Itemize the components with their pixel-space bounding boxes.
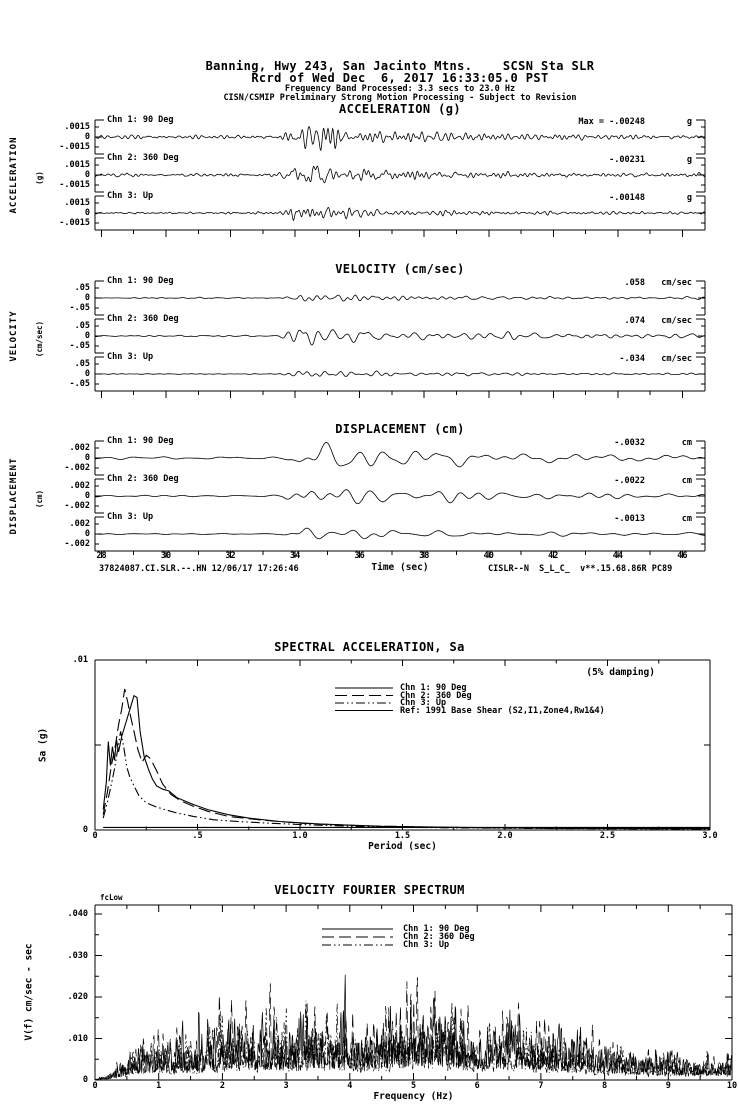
- vel-ch3-label: Chn 3: Up: [107, 352, 154, 362]
- disp-ch1-peak-unit: cm: [681, 438, 692, 448]
- disp-ch2-peak-unit: cm: [681, 476, 692, 486]
- fourier-ytick-1: .010: [67, 1033, 88, 1044]
- sa-xtick-0: 0: [92, 831, 98, 841]
- vel-ch1-ytick-lo: -.05: [69, 303, 90, 313]
- fourier-xtick-4: 4: [347, 1081, 353, 1091]
- sa-xtick-1: .5: [192, 831, 203, 841]
- disp-ch3-ytick-lo: -.002: [64, 539, 90, 549]
- fourier-ytick-4: .040: [67, 909, 88, 919]
- vel-ch2-ytick-hi: .05: [74, 321, 90, 331]
- fourier-xtick-3: 3: [283, 1081, 289, 1091]
- disp-ch1-peak-value: -.0032: [614, 438, 645, 448]
- time-tick-46: 46: [677, 551, 688, 561]
- fourier-xtick-8: 8: [602, 1081, 608, 1091]
- fourier-ytick-2: .020: [67, 992, 88, 1002]
- accel-ch3-ytick-lo: -.0015: [59, 218, 90, 228]
- displacement-axis-unit: (cm): [34, 489, 44, 509]
- time-tick-34: 34: [289, 551, 301, 561]
- acceleration-axis-label: ACCELERATION: [8, 136, 19, 214]
- sa-ytick-2: .01: [72, 655, 88, 665]
- fourier-xtick-6: 6: [474, 1081, 480, 1091]
- sa-legend-label-1: Chn 2: 360 Deg: [400, 690, 472, 701]
- header-station-line: Banning, Hwy 243, San Jacinto Mtns. SCSN Sta SLR: [205, 59, 595, 73]
- disp-ch3-peak-unit: cm: [681, 514, 692, 524]
- disp-ch3-ytick-zero: 0: [84, 529, 90, 539]
- fourier-y-axis-label: V(f) cm/sec - sec: [23, 943, 35, 1041]
- vel-ch1-ytick-hi: .05: [74, 283, 90, 293]
- displacement-title: DISPLACEMENT (cm): [335, 422, 465, 436]
- fourier-x-axis-label: Frequency (Hz): [373, 1091, 454, 1102]
- acceleration-title: ACCELERATION (g): [339, 102, 461, 116]
- disp-ch2-ytick-lo: -.002: [64, 501, 90, 511]
- vel-svg: [88, 275, 712, 401]
- sa-legend-label-0: Chn 1: 90 Deg: [400, 683, 467, 693]
- vel-ch3-peak-unit: cm/sec: [661, 354, 692, 364]
- fourier-legend-lines: [322, 926, 393, 952]
- fourier-legend-label-2: Chn 3: Up: [403, 940, 450, 950]
- accel-ch1-peak-prefix: Max =: [578, 117, 604, 127]
- accel-ch1-ytick-zero: 0: [84, 132, 90, 142]
- disp-ch3-ytick-hi: .002: [69, 519, 90, 529]
- fourier-xtick-2: 2: [219, 1081, 225, 1091]
- sa-xtick-5: 2.5: [599, 831, 616, 841]
- header-record-date-line: Rcrd of Wed Dec 6, 2017 16:33:05.0 PST: [251, 71, 549, 85]
- accel-svg: [88, 114, 712, 240]
- vel-ch1-peak-unit: cm/sec: [661, 278, 692, 288]
- vel-ch1-peak-value: .058: [624, 278, 645, 288]
- vel-ch3-peak-value: -.034: [619, 354, 645, 364]
- time-tick-42: 42: [548, 551, 559, 561]
- vel-ch1-ytick-zero: 0: [84, 293, 90, 303]
- disp-ch3-label: Chn 3: Up: [107, 512, 154, 522]
- sa-title: SPECTRAL ACCELERATION, Sa: [274, 640, 465, 654]
- accel-ch1-peak-value: -.00248: [609, 117, 645, 127]
- accel-ch1-peak-unit: g: [686, 117, 692, 127]
- disp-ch2-peak-value: -.0022: [614, 476, 645, 486]
- sa-xtick-3: 1.5: [394, 831, 411, 841]
- time-tick-40: 40: [483, 551, 494, 561]
- sa-xtick-2: 1.0: [292, 831, 308, 841]
- accel-ch3-ytick-zero: 0: [84, 208, 90, 218]
- sa-legend-label-3: Ref: 1991 Base Shear (S2,I1,Zone4,Rw1&4): [400, 705, 605, 716]
- sa-xtick-4: 2.0: [497, 831, 513, 841]
- header-disclaimer-line: CISN/CSMIP Preliminary Strong Motion Processing - Subject to Revision: [223, 93, 577, 103]
- accel-ch2-peak-unit: g: [686, 155, 692, 165]
- fourier-legend-label-0: Chn 1: 90 Deg: [403, 924, 470, 934]
- accel-ch2-ytick-zero: 0: [84, 170, 90, 180]
- accel-ch2-ytick-hi: .0015: [64, 160, 90, 170]
- fourier-xtick-1: 1: [156, 1081, 162, 1091]
- accel-ch2-ytick-lo: -.0015: [59, 180, 90, 190]
- sa-legend-label-2: Chn 3: Up: [400, 698, 447, 708]
- disp-ch2-label: Chn 2: 360 Deg: [107, 474, 179, 484]
- footer-record-id: 37824087.CI.SLR.--.HN 12/06/17 17:26:46: [99, 564, 299, 574]
- fourier-xtick-9: 9: [665, 1081, 671, 1091]
- time-tick-44: 44: [612, 551, 623, 561]
- time-axis-label: Time (sec): [371, 562, 429, 573]
- vel-ch2-ytick-zero: 0: [84, 331, 90, 341]
- accel-ch1-ytick-lo: -.0015: [59, 142, 90, 152]
- vel-ch3-ytick-lo: -.05: [69, 379, 90, 389]
- vel-ch3-ytick-zero: 0: [84, 369, 90, 379]
- sa-ytick-0: 0: [82, 825, 88, 835]
- disp-ch3-peak-value: -.0013: [614, 514, 645, 524]
- accel-ch2-peak-value: -.00231: [609, 155, 645, 165]
- time-tick-30: 30: [160, 551, 172, 561]
- accel-ch1-ytick-hi: .0015: [64, 122, 90, 132]
- accel-ch1-label: Chn 1: 90 Deg: [107, 115, 174, 125]
- sa-xtick-6: 3.0: [702, 831, 718, 841]
- time-tick-32: 32: [225, 551, 236, 561]
- time-tick-36: 36: [354, 551, 365, 561]
- sa-y-axis-label: Sa (g): [37, 727, 49, 763]
- fourier-xtick-7: 7: [538, 1081, 544, 1091]
- sa-damping-note: (5% damping): [586, 667, 655, 678]
- fourier-xtick-0: 0: [92, 1081, 98, 1091]
- header-frequency-band-line: Frequency Band Processed: 3.3 secs to 23.0 Hz: [284, 84, 516, 94]
- vel-ch2-peak-value: .074: [624, 316, 645, 326]
- acceleration-axis-unit: (g): [34, 171, 44, 185]
- vel-ch3-ytick-hi: .05: [74, 359, 90, 369]
- accel-ch3-peak-value: -.00148: [609, 193, 645, 203]
- disp-ch1-ytick-hi: .002: [69, 443, 90, 453]
- fourier-legend-label-1: Chn 2: 360 Deg: [403, 932, 475, 942]
- displacement-axis-label: DISPLACEMENT: [8, 457, 19, 535]
- time-tick-28: 28: [96, 551, 107, 561]
- accel-ch3-ytick-hi: .0015: [64, 198, 90, 208]
- disp-ch1-ytick-lo: -.002: [64, 463, 90, 473]
- vel-ch1-label: Chn 1: 90 Deg: [107, 276, 174, 286]
- accel-ch2-label: Chn 2: 360 Deg: [107, 153, 179, 163]
- disp-ch2-ytick-zero: 0: [84, 491, 90, 501]
- vel-ch2-label: Chn 2: 360 Deg: [107, 314, 179, 324]
- disp-ch1-label: Chn 1: 90 Deg: [107, 436, 174, 446]
- footer-version: CISLR--N S_L_C_ v**.15.68.86R PC89: [488, 564, 673, 574]
- fourier-xtick-5: 5: [410, 1081, 417, 1091]
- sa-legend-lines: [335, 685, 393, 717]
- accel-ch3-peak-unit: g: [686, 193, 692, 203]
- fourier-ytick-0: 0: [82, 1075, 88, 1085]
- vel-ch2-peak-unit: cm/sec: [661, 316, 692, 326]
- disp-svg: [88, 435, 712, 561]
- disp-ch2-ytick-hi: .002: [69, 481, 90, 491]
- velocity-axis-label: VELOCITY: [8, 310, 19, 362]
- fourier-xtick-10: 10: [726, 1081, 738, 1091]
- velocity-title: VELOCITY (cm/sec): [335, 262, 465, 276]
- vel-ch2-ytick-lo: -.05: [69, 341, 90, 351]
- accel-ch3-label: Chn 3: Up: [107, 191, 154, 201]
- fourier-fclow-marker: fcLow: [100, 893, 123, 902]
- fourier-title: VELOCITY FOURIER SPECTRUM: [274, 883, 465, 897]
- fourier-ytick-3: .030: [67, 950, 88, 961]
- disp-ch1-ytick-zero: 0: [84, 453, 90, 463]
- time-tick-38: 38: [419, 551, 430, 561]
- velocity-axis-unit: (cm/sec): [34, 320, 44, 358]
- sa-x-axis-label: Period (sec): [368, 841, 437, 852]
